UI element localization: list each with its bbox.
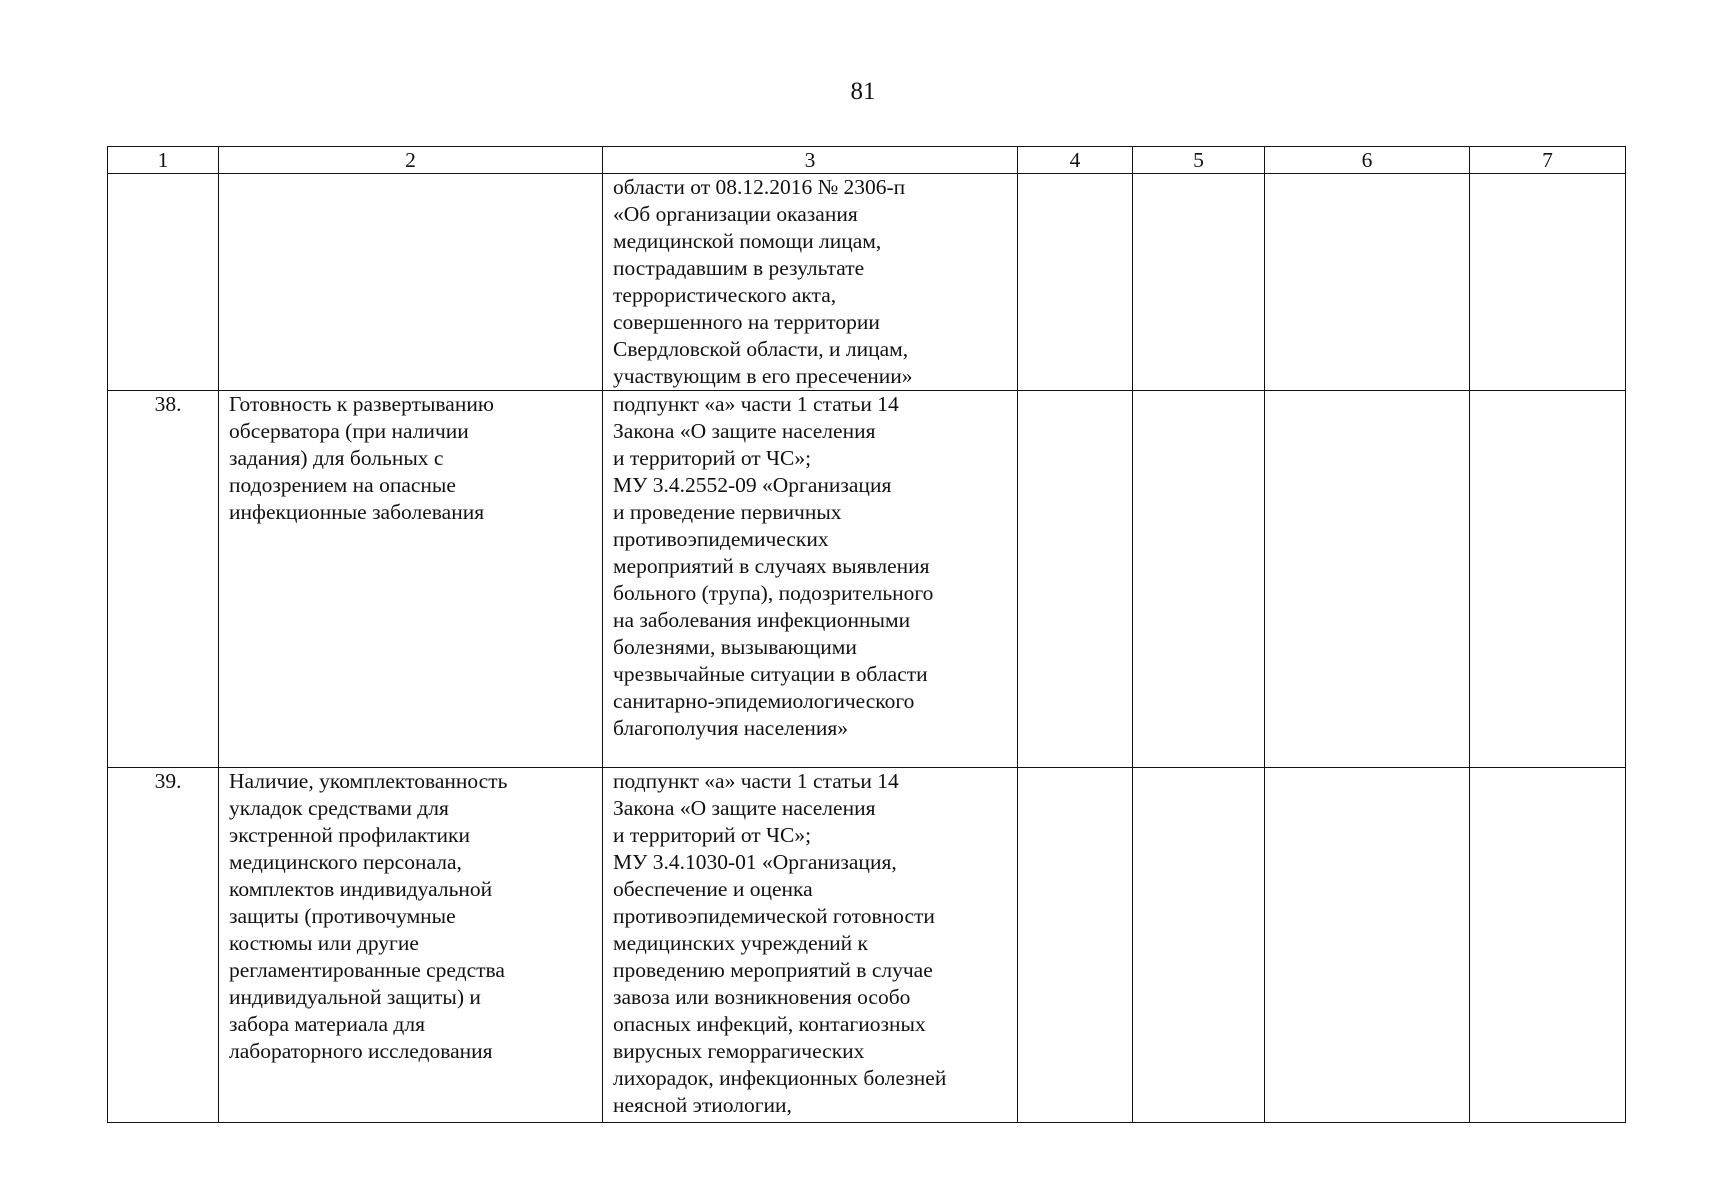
table-row	[108, 768, 1626, 1123]
column-7-cell	[1470, 174, 1626, 391]
legal-basis-cell: подпункт «а» части 1 статьи 14 Закона «О защите населения и территорий от ЧС»; МУ 3.4.1030-01 «Организация, обеспечение и оценка противоэпидемической готовности медицинских учреждений к проведению мероприятий в случае завоза или возникновения особо опасных инфекций, контагиозных вирусных геморрагических лихорадок, инфекционных болезней неясной этиологии,	[603, 768, 1018, 1123]
requirement-cell: Готовность к развертыванию обсерватора (при наличии задания) для больных с подозрением на опасные инфекционные заболевания	[219, 391, 603, 768]
column-4-cell	[1018, 768, 1133, 1123]
column-header-5: 5	[1133, 147, 1265, 174]
column-7-cell	[1470, 391, 1626, 768]
column-header-3: 3	[603, 147, 1018, 174]
column-7-cell	[1470, 768, 1626, 1123]
column-6-cell	[1265, 768, 1470, 1123]
column-header-2: 2	[219, 147, 603, 174]
column-number-row	[108, 147, 1626, 174]
row-number	[108, 174, 219, 391]
column-header-7: 7	[1470, 147, 1626, 174]
table-row	[108, 391, 1626, 768]
row-number: 39.	[108, 768, 219, 1123]
column-4-cell	[1018, 174, 1133, 391]
column-header-4: 4	[1018, 147, 1133, 174]
column-5-cell	[1133, 768, 1265, 1123]
requirement-cell	[219, 174, 603, 391]
row-number: 38.	[108, 391, 219, 768]
legal-basis-cell: подпункт «а» части 1 статьи 14 Закона «О защите населения и территорий от ЧС»; МУ 3.4.2552-09 «Организация и проведение первичных противоэпидемических мероприятий в случаях выявления больного (трупа), подозрительного на заболевания инфекционными болезнями, вызывающими чрезвычайные ситуации в области санитарно-эпидемиологического благополучия населения»	[603, 391, 1018, 768]
page-number: 81	[850, 78, 876, 105]
requirement-cell: Наличие, укомплектованность укладок средствами для экстренной профилактики медицинского персонала, комплектов индивидуальной защиты (противочумные костюмы или другие регламентированные средства индивидуальной защиты) и забора материала для лабораторного исследования	[219, 768, 603, 1123]
column-header-1: 1	[108, 147, 219, 174]
table-row	[108, 174, 1626, 391]
column-6-cell	[1265, 391, 1470, 768]
column-header-6: 6	[1265, 147, 1470, 174]
column-4-cell	[1018, 391, 1133, 768]
requirements-table	[107, 146, 1626, 1123]
column-5-cell	[1133, 174, 1265, 391]
legal-basis-cell: области от 08.12.2016 № 2306-п «Об организации оказания медицинской помощи лицам, пострадавшим в результате террористического акта, совершенного на территории Свердловской области, и лицам, участвующим в его пресечении»	[603, 174, 1018, 391]
column-5-cell	[1133, 391, 1265, 768]
column-6-cell	[1265, 174, 1470, 391]
